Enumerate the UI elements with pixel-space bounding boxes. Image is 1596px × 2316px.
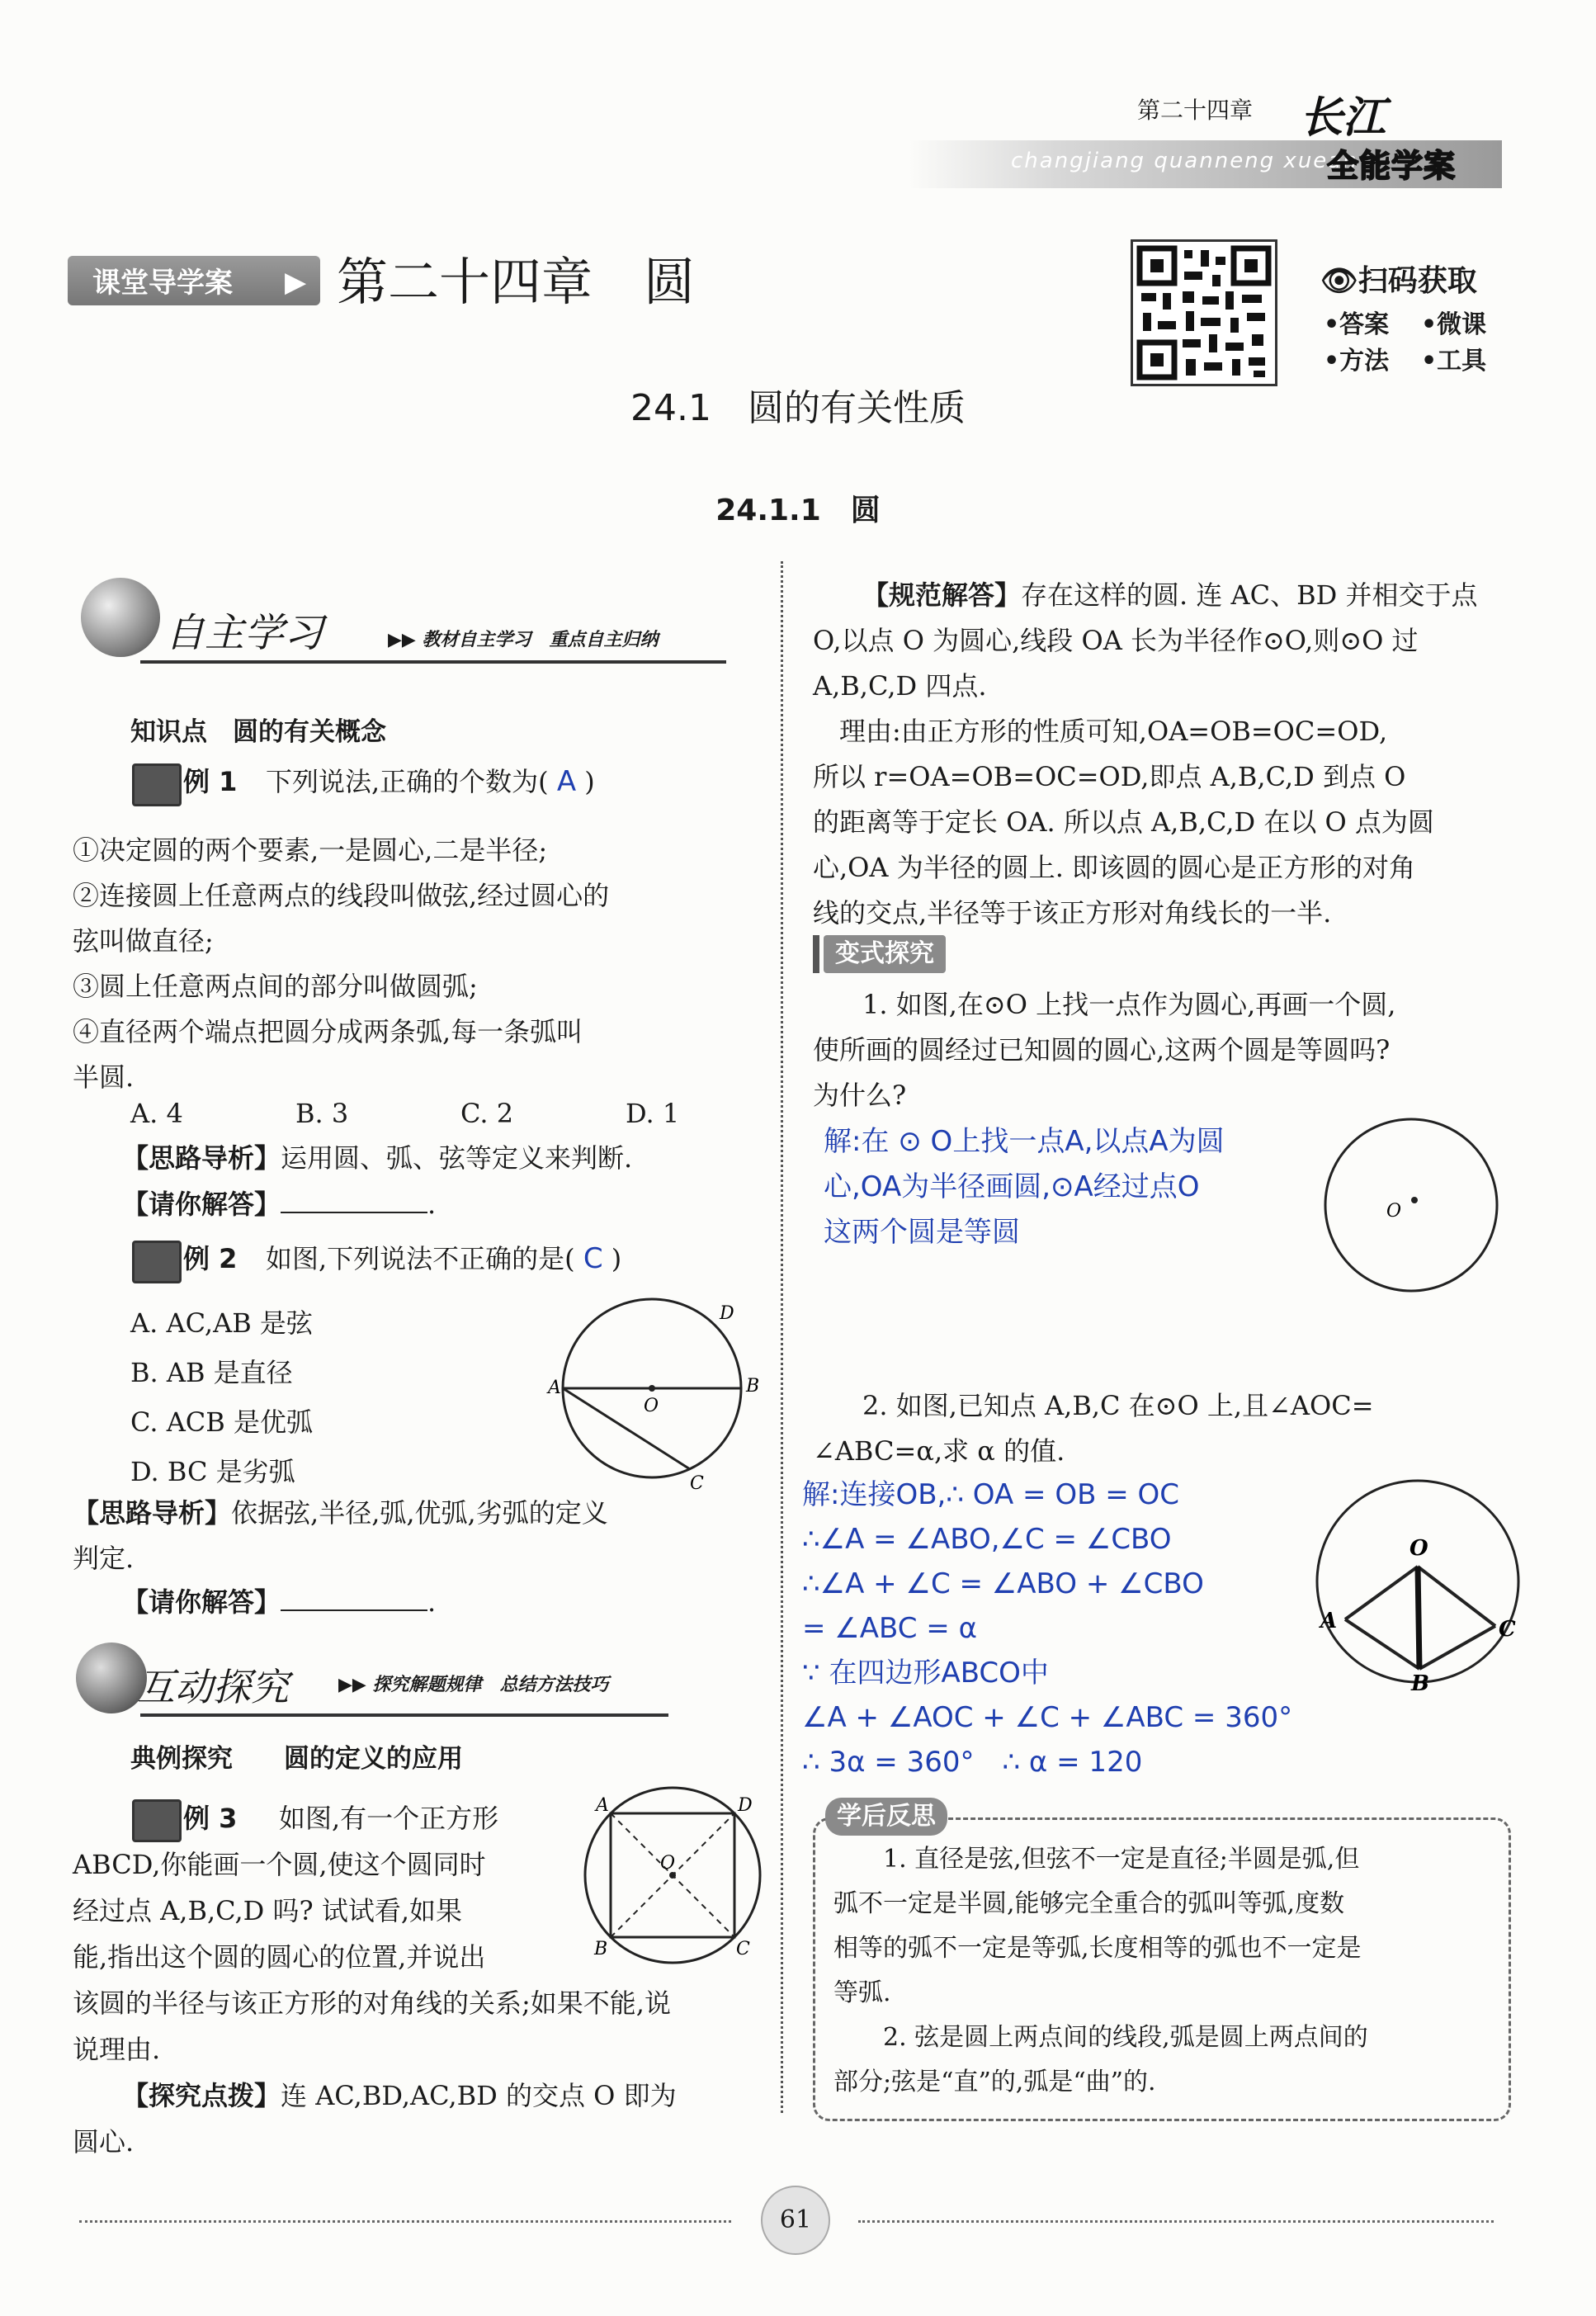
answer-blank[interactable]: [281, 1187, 427, 1213]
label-b: B: [594, 1939, 608, 1959]
solution-line: 存在这样的圆. 连 AC、BD 并相交于点: [1021, 579, 1478, 611]
circle: [1325, 1119, 1497, 1291]
answer-label: 【请你解答】: [122, 1586, 281, 1618]
hint-label: 【思路导析】: [73, 1497, 232, 1529]
example2-question-text: 如图,下列说法不正确的是(: [266, 1243, 575, 1274]
solution-line: 所以 r=OA=OB=OC=OD,即点 A,B,C,D 到点 O: [813, 761, 1406, 792]
q2-line: ∠ABC=α,求 α 的值.: [813, 1435, 1065, 1467]
example1-hint: [122, 1136, 632, 1181]
variant-q2: [813, 1383, 1506, 1474]
variant-q1-figure: [1312, 1111, 1510, 1301]
example1-label: 例 1: [183, 766, 238, 797]
explore-topic: 典例探究 圆的定义的应用: [130, 1744, 463, 1774]
q2-answer-line: ∴ 3α = 360° ∴ α = 120: [802, 1746, 1143, 1779]
reflection-line: 1. 直径是弦,但弦不一定是直径;半圆是弧,但: [883, 1845, 1360, 1874]
statement: ①决定圆的两个要素,一是圆心,二是半径;: [73, 834, 548, 866]
center-point: [649, 1385, 655, 1392]
example2-options: [130, 1301, 313, 1499]
example3-line: 该圆的半径与该正方形的对角线的关系;如果不能,说: [73, 1988, 671, 2019]
example2-option-c: C. ACB 是优弧: [130, 1406, 313, 1438]
q2-answer-line: 解:连接OB,∴ OA = OB = OC: [802, 1478, 1180, 1511]
self-study-banner: 自主学习: [165, 610, 324, 656]
label-o: O: [644, 1396, 659, 1416]
statement: ④直径两个端点把圆分成两条弧,每一条弧叫: [73, 1016, 583, 1047]
example1-option-d: D. 1: [626, 1098, 680, 1129]
answer-blank[interactable]: [281, 1585, 427, 1611]
solution-line: O,以点 O 为圆心,线段 OA 长为半径作⊙O,则⊙O 过: [813, 625, 1419, 656]
variant-tag: 变式探究: [824, 935, 946, 973]
example3-line-0: 如图,有一个正方形: [279, 1803, 499, 1834]
q2-answer-line: ∴∠A + ∠C = ∠ABO + ∠CBO: [802, 1567, 1204, 1600]
chapter-title: 第二十四章 圆: [337, 252, 696, 312]
statement: 弦叫做直径;: [73, 925, 214, 957]
reflection-text: [833, 1837, 1494, 2105]
section-title: 24.1 圆的有关性质: [630, 387, 966, 429]
reflection-line: 部分;弦是“直”的,弧是“曲”的.: [833, 2068, 1156, 2096]
self-study-banner-line: [140, 660, 726, 664]
tip-text: 连 AC,BD,AC,BD 的交点 O 即为: [281, 2080, 677, 2111]
label-c: C: [1499, 1617, 1516, 1642]
example2-question: [266, 1236, 621, 1282]
example2-figure: [545, 1288, 776, 1502]
footer-line-left: [79, 2220, 731, 2223]
tip-label: 【探究点拨】: [122, 2080, 281, 2111]
self-study-banner-note: ▶▶ 教材自主学习 重点自主归纳: [388, 629, 659, 650]
example1-option-b: B. 3: [295, 1098, 349, 1129]
qr-item-tool: •工具: [1421, 347, 1487, 376]
example3-line: 说理由.: [73, 2034, 161, 2065]
label-a: A: [548, 1378, 561, 1398]
lesson-tag: 课堂导学案: [92, 267, 233, 300]
label-b: B: [1411, 1671, 1429, 1696]
q1-line: 使所画的圆经过已知圆的圆心,这两个圆是等圆吗?: [813, 1034, 1391, 1066]
segment-cb: [1419, 1626, 1495, 1669]
statement: ②连接圆上任意两点的线段叫做弦,经过圆心的: [73, 880, 610, 911]
column-divider: [781, 561, 783, 2113]
hint-label: 【思路导析】: [122, 1142, 281, 1174]
qr-label-text: 扫码获取: [1358, 264, 1477, 298]
reflection-line: 等弧.: [833, 1978, 891, 2007]
q2-answer-line: ∠A + ∠AOC + ∠C + ∠ABC = 360°: [802, 1701, 1293, 1734]
example1-answer: A: [556, 765, 577, 798]
example1-close: ): [584, 766, 595, 797]
label-a: A: [1320, 1609, 1338, 1633]
q1-answer-line: 这两个圆是等圆: [824, 1216, 1020, 1249]
center-point: [1411, 1197, 1418, 1203]
example3-line: ABCD,你能画一个圆,使这个圆同时: [73, 1849, 486, 1880]
label-a: A: [596, 1795, 609, 1816]
solution-line: 线的交点,半径等于该正方形对角线长的一半.: [813, 897, 1332, 929]
variant-q2-answer: [802, 1472, 1292, 1784]
reflection-line: 2. 弦是圆上两点间的线段,弧是圆上两点间的: [883, 2023, 1368, 2052]
statement: ③圆上任意两点间的部分叫做圆弧;: [73, 971, 478, 1002]
example2-close: ): [611, 1243, 622, 1274]
hint-text: 依据弦,半径,弧,优弧,劣弧的定义: [231, 1497, 608, 1529]
hint-text: 运用圆、弧、弦等定义来判断.: [281, 1142, 633, 1174]
qr-item-answer: •答案: [1324, 310, 1390, 339]
segment-oc: [1418, 1567, 1495, 1626]
variant-tag-bar: [813, 935, 819, 973]
solution-line: A,B,C,D 四点.: [813, 670, 987, 702]
q2-line: 2. 如图,已知点 A,B,C 在⊙O 上,且∠AOC=: [862, 1390, 1374, 1421]
explore-banner: 互动探究: [137, 1665, 289, 1709]
q2-answer-line: ∴∠A = ∠ABO,∠C = ∠CBO: [802, 1523, 1172, 1556]
solution-line: 心,OA 为半径的圆上. 即该圆的圆心是正方形的对角: [813, 852, 1416, 883]
q1-line: 1. 如图,在⊙O 上找一点作为圆心,再画一个圆,: [862, 989, 1396, 1020]
example2-answer-line: 【请你解答】 .: [122, 1586, 437, 1618]
self-study-note-text: 教材自主学习 重点自主归纳: [422, 629, 659, 650]
qr-item-method: •方法: [1324, 347, 1390, 376]
reflection-line: 相等的弧不一定是等弧,长度相等的弧也不一定是: [833, 1934, 1362, 1963]
label-o: O: [1386, 1201, 1402, 1222]
label-o: O: [1409, 1536, 1428, 1561]
standard-solution: [813, 573, 1506, 936]
label-b: B: [746, 1376, 760, 1397]
example1-option-a: A. 4: [130, 1098, 183, 1129]
blackboard-icon: [132, 1799, 182, 1842]
qr-item-video: •微课: [1421, 310, 1487, 339]
variant-q2-figure: [1304, 1474, 1535, 1705]
blackboard-icon: [132, 1241, 182, 1283]
label-d: D: [720, 1303, 734, 1324]
explore-note-text: 探究解题规律 总结方法技巧: [372, 1674, 609, 1695]
knowledge-point: 知识点 圆的有关概念: [130, 717, 386, 747]
blackboard-icon: [132, 763, 182, 806]
q2-answer-line: ∵ 在四边形ABCO中: [802, 1657, 1049, 1690]
example1-option-c: C. 2: [460, 1098, 514, 1129]
reflection-tag: 学后反思: [825, 1798, 947, 1836]
chord-ac: [563, 1388, 690, 1469]
reflection-line: 弧不一定是半圆,能够完全重合的弧叫等弧,度数: [833, 1889, 1345, 1918]
footer-line-right: [858, 2220, 1494, 2223]
subsection-title: 24.1.1 圆: [715, 494, 881, 527]
example2-option-a: A. AC,AB 是弦: [130, 1307, 313, 1339]
q2-answer-line: = ∠ABC = α: [802, 1612, 978, 1645]
explore-banner-note: ▶▶ 探究解题规律 总结方法技巧: [338, 1674, 609, 1695]
scan-label: [1320, 258, 1477, 300]
label-d: D: [738, 1795, 753, 1816]
page-number: 61: [761, 2186, 830, 2255]
segment-ob: [1418, 1567, 1419, 1669]
globe-icon: [81, 578, 160, 657]
example1-statements: [73, 828, 766, 1100]
statement: 半圆.: [73, 1061, 135, 1093]
example3-line: 能,指出这个圆的圆心的位置,并说出: [73, 1941, 486, 1973]
tip-text-2: 圆心.: [73, 2126, 135, 2158]
example2-option-b: B. AB 是直径: [130, 1357, 293, 1388]
brand-logo-bottom: 全能学案: [1327, 148, 1457, 184]
variant-q1-answer: [824, 1119, 1225, 1255]
header-chapter-label: 第二十四章: [1137, 97, 1254, 124]
example2-label: 例 2: [183, 1243, 238, 1274]
label-o: O: [660, 1853, 676, 1874]
example1-answer-line: 【请你解答】 .: [122, 1189, 437, 1220]
segment-oa: [1345, 1567, 1418, 1619]
eye-icon: 👁: [1320, 264, 1358, 298]
play-arrow-icon: ▶: [285, 266, 307, 299]
brand-logo-top: 长江: [1300, 92, 1386, 143]
label-c: C: [690, 1473, 704, 1494]
q1-answer-line: 解:在 ⊙ O上找一点A,以点A为圆: [824, 1125, 1225, 1158]
example3-line: 经过点 A,B,C,D 吗? 试试看,如果: [73, 1895, 462, 1926]
qr-code-icon[interactable]: [1131, 239, 1277, 386]
example3-figure: [578, 1783, 767, 1973]
solution-label: 【规范解答】: [862, 579, 1022, 611]
example1-question: [266, 759, 595, 805]
example3-tip: [73, 2073, 766, 2165]
brand-pinyin: changjiang quanneng xuean: [1011, 149, 1358, 173]
explore-banner-line: [140, 1713, 668, 1717]
example3-label: 例 3: [183, 1803, 238, 1834]
solution-line: 的距离等于定长 OA. 所以点 A,B,C,D 在以 O 点为圆: [813, 806, 1434, 838]
label-c: C: [736, 1939, 750, 1959]
example2-option-d: D. BC 是劣弧: [130, 1456, 295, 1487]
q1-line: 为什么?: [813, 1080, 907, 1111]
example1-question-text: 下列说法,正确的个数为(: [266, 766, 549, 797]
solution-line: 理由:由正方形的性质可知,OA=OB=OC=OD,: [813, 716, 1388, 747]
example2-answer: C: [583, 1242, 603, 1275]
hint-text-2: 判定.: [73, 1543, 135, 1574]
q1-answer-line: 心,OA为半径画圆,⊙A经过点O: [824, 1170, 1200, 1203]
example2-hint: [73, 1491, 766, 1581]
variant-q1: [813, 982, 1506, 1118]
answer-label: 【请你解答】: [122, 1189, 281, 1220]
qr-items: [1324, 307, 1486, 380]
